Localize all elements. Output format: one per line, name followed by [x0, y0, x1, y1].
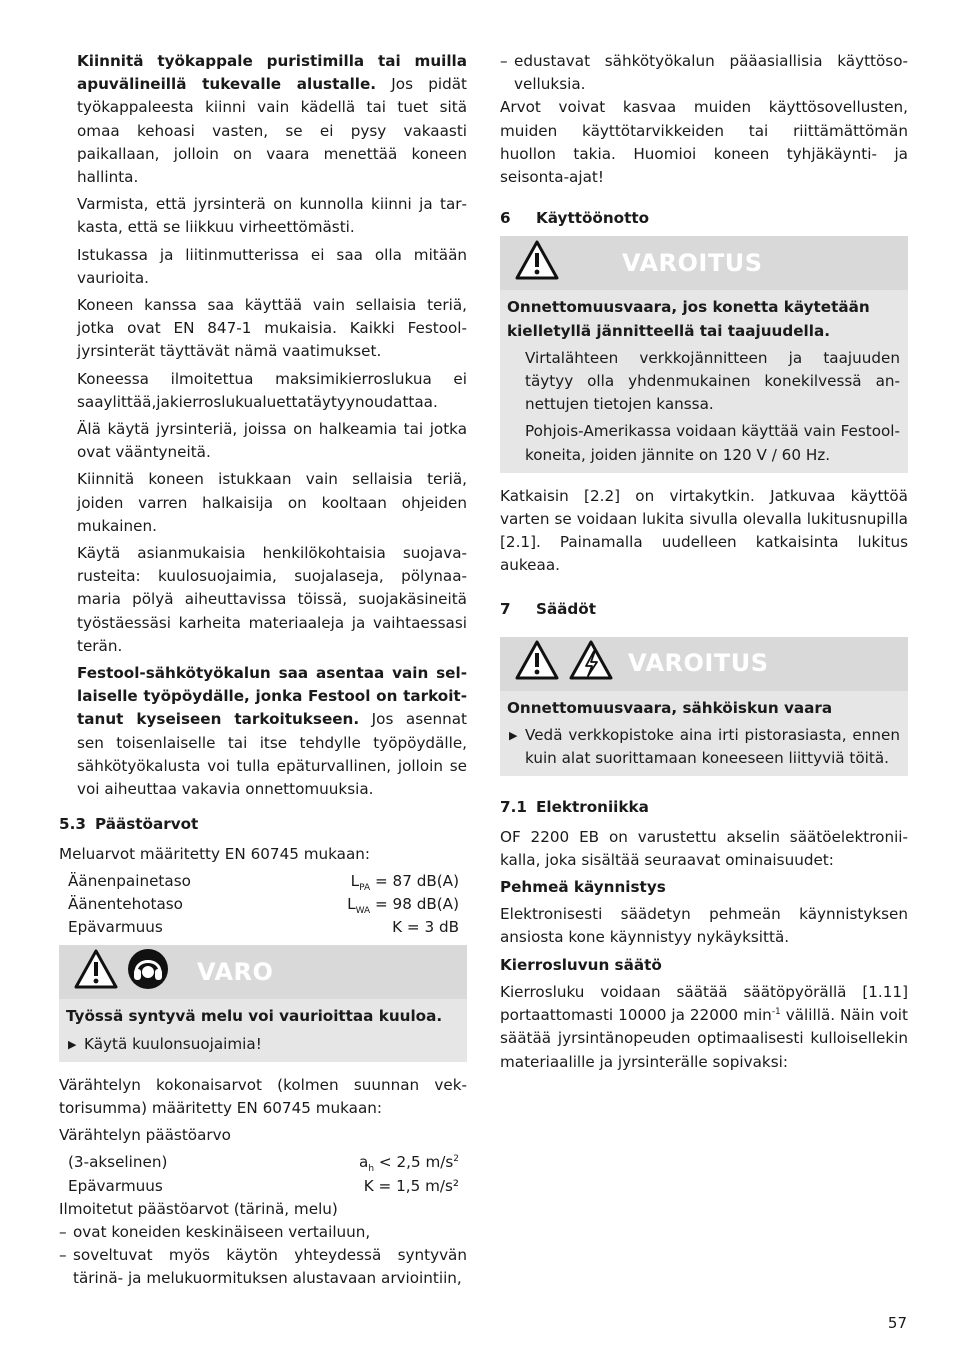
- right-column: [500, 50, 908, 1078]
- warning-item: Pohjois-Amerikassa voidaan käyttää vain Festool-koneita, joiden jännite on 120 V / 60 Hz.: [525, 422, 900, 464]
- clamp-text: Jos pidät työkappaleesta kiinni vain kädellä tai tuet sitä omaa kehoasi vasten, se ei pysy vakaasti paikallaan, jolloin on vaara menettää koneen hallinta.: [77, 75, 467, 187]
- standard-paragraph: Koneen kanssa saa käyttää vain sellaisia teriä, jotka ovat EN 847-1 mukaisia. Kaikki Festool-jyrsinterät täyttävät nämä vaatimukset.: [77, 296, 467, 361]
- vibration-value: [359, 1151, 459, 1174]
- symbol: L: [350, 871, 360, 890]
- warning-box-shock: [500, 637, 908, 777]
- max-speed-paragraph: Koneessa ilmoitettua maksimikierroslukua ei saaylittää,jakierroslukualuettatäytyynoudattaa.: [77, 369, 467, 411]
- noise-value: K = 3 dB: [392, 918, 459, 937]
- table-bold: Festool-sähkötyökalun saa asentaa vain sellaiselle työpöydälle, jonka Festool on tarkoittanut kyseiseen tarkoitukseen.: [77, 664, 467, 729]
- left-column: [59, 50, 467, 1291]
- noise-values-table: [59, 870, 467, 940]
- speed-control-heading: Kierrosluvun säätö: [500, 955, 662, 974]
- ear-protection-icon: [127, 948, 169, 997]
- vibration-row-label: (3-akselinen): [68, 1153, 168, 1172]
- collet-paragraph: Istukassa ja liitinmutterissa ei saa olla mitään vaurioita.: [77, 245, 467, 287]
- shank-paragraph: Kiinnitä koneen istukkaan vain sellaisia teriä, joiden varren halkaisija on kooltaan ohjeiden mukainen.: [77, 470, 467, 535]
- warning-triangle-icon: [73, 948, 119, 997]
- vibration-intro: Värähtelyn kokonaisarvot (kolmen suunnan vektorisumma) määritetty EN 60745 mukaan:: [59, 1075, 467, 1117]
- subscript: h: [368, 1164, 375, 1175]
- speed-control-text: [500, 981, 908, 1074]
- superscript: -1: [771, 1007, 781, 1018]
- caution-box: [59, 945, 467, 1061]
- value: = 87 dB(A): [370, 871, 459, 890]
- warning-header: [500, 637, 908, 691]
- soft-start-text: Elektronisesti säädetyn pehmeän käynnistyksen ansiosta kone käynnistyy nykäyksittä.: [500, 905, 908, 947]
- caution-title: VARO: [197, 957, 274, 986]
- section-title: Päästöarvot: [95, 815, 199, 834]
- dash-item: – edustavat sähkötyökalun pääasiallisia käyttösovelluksia.: [500, 50, 908, 96]
- section-heading-6: [500, 207, 908, 230]
- warning-lead: Onnettomuusvaara, jos konetta käytetään kielletyllä jännitteellä tai taajuudella.: [507, 298, 870, 340]
- vibration-label: Värähtelyn päästöarvo: [59, 1126, 231, 1145]
- subscript: PA: [359, 882, 371, 893]
- warning-lead: Onnettomuusvaara, sähköiskun vaara: [507, 698, 833, 717]
- section-title: Säädöt: [536, 599, 597, 618]
- superscript: 2: [453, 1154, 459, 1165]
- values-note: Arvot voivat kasvaa muiden käyttösovellusten, muiden käyttötarvikkeiden tai riittämättömän huollon takia. Huomioi koneen tyhjäkäynti- ja seisonta-ajat!: [500, 98, 908, 187]
- symbol: a: [359, 1153, 369, 1172]
- speed-text-part: välillä. Näin voit säätää jyrsintänopeuden optimaalisesti kulloisellekin materiaalille ja jyrsinterälle sopivaksi:: [500, 1006, 908, 1071]
- symbol: L: [347, 894, 356, 913]
- subscript: WA: [355, 905, 371, 916]
- warning-header: [500, 236, 908, 290]
- warning-box-voltage: [500, 236, 908, 472]
- warning-title: VAROITUS: [628, 649, 769, 678]
- soft-start-heading: Pehmeä käynnistys: [500, 878, 666, 897]
- section-heading-7-1: [500, 796, 908, 819]
- noise-value: [347, 893, 459, 916]
- noise-label: Epävarmuus: [68, 918, 163, 937]
- table-paragraph: [77, 662, 467, 801]
- section-heading-5-3: [59, 813, 467, 836]
- electronics-intro: OF 2200 EB on varustettu akselin säätöelektroniikalla, joka sisältää seuraavat ominaisuudet:: [500, 827, 908, 869]
- caution-lead: Työssä syntyvä melu voi vaurioittaa kuuloa.: [66, 1007, 443, 1026]
- section-number: 5.3: [59, 815, 86, 834]
- page-number: 57: [887, 1314, 907, 1332]
- table-text: Jos asennat sen toisenlaiselle tai itse tehdylle työpöydälle, sähkötyökalusta voi tulla epäturvallinen, jolloin se voi aiheuttaa vakavia onnettomuuksia.: [77, 710, 467, 799]
- caution-header: [59, 945, 467, 999]
- noise-label: Äänentehotaso: [68, 894, 183, 913]
- warning-instruction: ▶ Vedä verkkopistoke aina irti pistorasiasta, ennen kuin alat suorittamaan koneeseen liittyviä töitä.: [507, 724, 900, 770]
- clamp-bold: Kiinnitä työkappale puristimilla tai muilla apuvälineillä tukevalle alustalle.: [77, 52, 467, 94]
- warning-triangle-icon: [514, 639, 560, 688]
- vibration-value: K = 1,5 m/s²: [363, 1176, 459, 1195]
- noise-intro: Meluarvot määritetty EN 60745 mukaan:: [59, 844, 371, 863]
- vibration-values-table: [59, 1151, 467, 1197]
- switch-paragraph: Katkaisin [2.2] on virtakytkin. Jatkuvaa käyttöä varten se voidaan lukita sivulla olevalla lukitusnupilla [2.1]. Painamalla uudelleen katkaisinta lukitus aukeaa.: [500, 486, 908, 575]
- electric-shock-icon: [568, 639, 614, 688]
- noise-label: Äänenpainetaso: [68, 871, 191, 890]
- noise-value: [347, 870, 459, 893]
- dash-item: – ovat koneiden keskinäiseen vertailuun,: [59, 1221, 467, 1244]
- vibration-row-label: Epävarmuus: [68, 1176, 163, 1195]
- section-title: Käyttöönotto: [536, 209, 650, 228]
- caution-instruction: ▶ Käytä kuulonsuojaimia!: [66, 1033, 459, 1056]
- speed-text-part: Kierrosluku voidaan säätää säätöpyörällä [1.11] portaattomasti 10000 ja 22000 min: [500, 982, 908, 1025]
- section-number: 7.1: [500, 798, 527, 817]
- declared-values: Ilmoitetut päästöarvot (tärinä, melu): [59, 1199, 338, 1218]
- dash-item: – soveltuvat myös käytön yhteydessä syntyvän tärinä- ja melukuormituksen alustavaan arviointiin,: [59, 1244, 467, 1290]
- section-number: 6: [500, 209, 511, 228]
- section-heading-7: [500, 598, 908, 621]
- value: = 98 dB(A): [370, 894, 459, 913]
- section-number: 7: [500, 599, 511, 618]
- value: < 2,5 m/s: [374, 1153, 454, 1172]
- bit-check-paragraph: Varmista, että jyrsinterä on kunnolla kiinni ja tarkasta, että se liikkuu virheettömästi.: [77, 195, 467, 237]
- cracked-bits-paragraph: Älä käytä jyrsinteriä, joissa on halkeamia tai jotka ovat vääntyneitä.: [77, 420, 467, 462]
- warning-title: VAROITUS: [622, 248, 763, 277]
- warning-triangle-icon: [514, 239, 560, 288]
- section-title: Elektroniikka: [536, 798, 649, 817]
- ppe-paragraph: Käytä asianmukaisia henkilökohtaisia suojavarusteita: kuulosuojaimia, suojalaseja, pölynaamaria pölyä aiheuttavissa töissä, suojakäsineitä työstäessäsi karheita materiaaleja ja vaihtaessasi terän.: [77, 544, 467, 655]
- clamp-paragraph: [77, 50, 467, 189]
- warning-item: Virtalähteen verkkojännitteen ja taajuuden täytyy olla yhdenmukainen konekilvessä annettujen tietojen kanssa.: [525, 348, 900, 414]
